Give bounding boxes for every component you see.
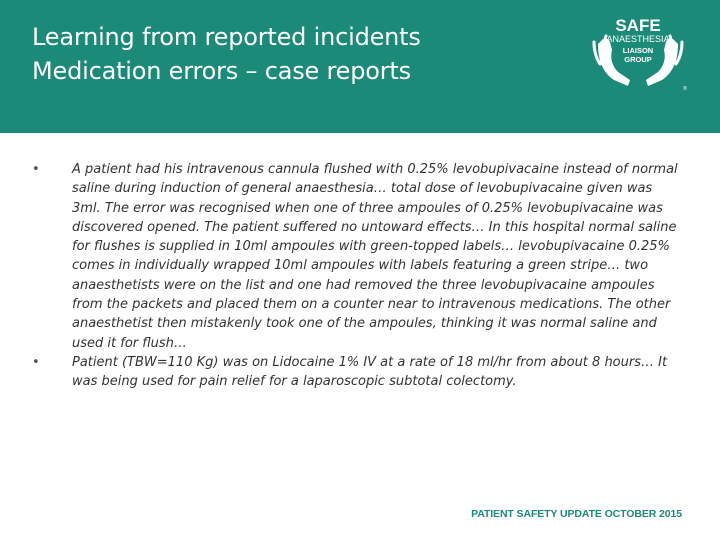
- bullet-text-2: Patient (TBW=110 Kg) was on Lidocaine 1% IV at a rate of 18 ml/hr from about 8 hours… It was being used for pain relief for a laparoscopic subtotal colectomy.: [72, 354, 668, 390]
- logo-registered-mark: ®: [683, 86, 687, 92]
- title-line-2: Medication errors – case reports: [32, 57, 411, 85]
- safe-anaesthesia-logo: [588, 14, 688, 94]
- bullet-item-2: [32, 353, 682, 392]
- logo-anaesthesia-text: ANAESTHESIA: [606, 34, 670, 44]
- bullet-marker: •: [32, 162, 40, 177]
- logo-safe-text: SAFE: [615, 16, 661, 35]
- bullet-list: [32, 160, 682, 392]
- logo-group-text: GROUP: [624, 55, 652, 64]
- logo-liaison-text: LIAISON: [622, 46, 654, 55]
- bullet-marker: •: [32, 354, 40, 370]
- header-banner: [0, 0, 720, 133]
- footer-text: PATIENT SAFETY UPDATE OCTOBER 2015: [471, 508, 682, 520]
- title-line-1: Learning from reported incidents: [32, 23, 421, 51]
- page-title: [32, 20, 421, 88]
- bullet-text-1: A patient had his intravenous cannula flushed with 0.25% levobupivacaine instead of normal saline during induction of general anaesthesia… total dose of levobupivacaine given was 3ml. The error was recognised when one of three ampoules of 0.25% levobupivacaine was discovered opened. The patient suffered no untoward effects… In this hospital normal saline for flushes is supplied in 10ml ampoules with green-topped labels… levobupivacaine 0.25% comes in individually wrapped 10ml ampoules with labels featuring a green stripe… two anaesthetists were on the list and one had removed the three levobupivacaine ampoules from the packets and placed them on a counter near to intravenous medications. The other anaesthetist then mistakenly took one of the ampoules, thinking it was normal saline and used it for flush…: [72, 162, 678, 351]
- bullet-item-1: [32, 160, 682, 353]
